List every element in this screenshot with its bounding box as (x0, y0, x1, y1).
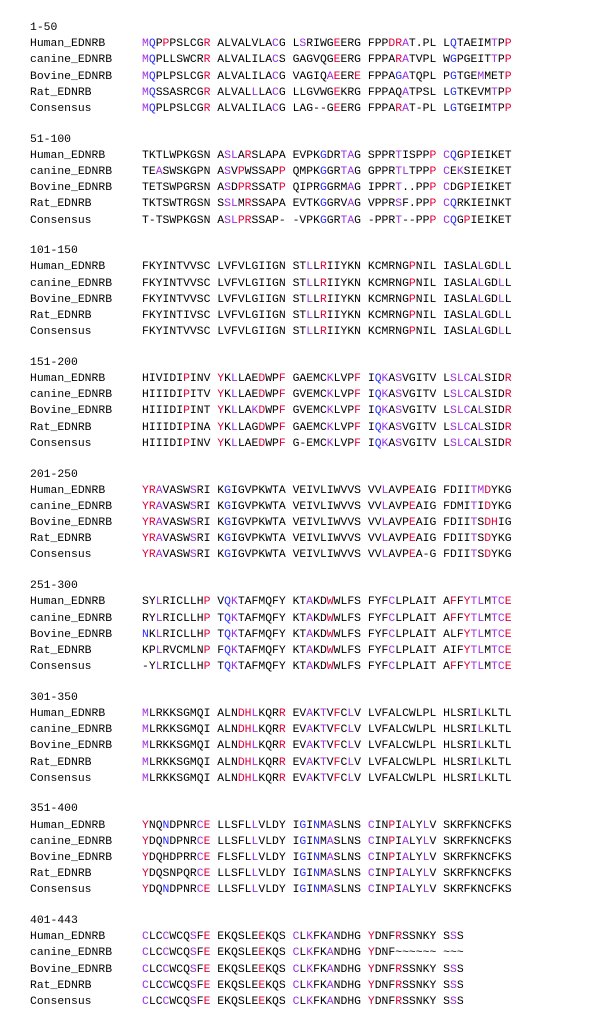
sequence-name: Human_EDNRB (30, 149, 106, 162)
alignment-block (30, 20, 590, 117)
sequence-residues: CLCCWCQSFE EKQSLEEKQS CLKFKANDHG YDNF~~~~~~ ~~~ (142, 947, 464, 960)
sequence-residues: MQPLLSWCRR ALVALILACS GAGVQGEERG FPPARATVPL WGPGEITTPP (142, 54, 512, 67)
sequence-residues: CLCCWCQSFE EKQSLEEKQS CLKFKANDHG YDNFRSSNKY SSS (142, 995, 464, 1008)
alignment-row (30, 866, 590, 882)
sequence-residues: MLRKKSGMQI ALNDHLKQRR EVAKTVFCLV LVFALCWLPL HLSRILKLTL (142, 756, 512, 769)
sequence-residues: MQSSASRCGR ALVALLLACG LLGVWGEKRG FPPAQATPSL LGTKEVMTPP (142, 86, 512, 99)
block-range-label: 101-150 (30, 245, 78, 258)
sequence-residues: FKYINTVVSC LVFVLGIIGN STLLRIIYKN KCMRNGPNIL IASLALGDLL (142, 277, 512, 290)
sequence-name: Human_EDNRB (30, 38, 106, 51)
sequence-residues: MQPLPSLCGR ALVALILACG VAGIQAEERE FPPAGATQPL PGTGEMMETP (142, 70, 512, 83)
sequence-name: Consensus (30, 102, 92, 115)
alignment-block (30, 578, 590, 675)
sequence-name: Rat_EDNRB (30, 756, 92, 769)
sequence-alignment (30, 20, 590, 1025)
alignment-row (30, 818, 590, 834)
alignment-row (30, 164, 590, 180)
alignment-row (30, 594, 590, 610)
sequence-residues: FKYINTVVSC LVFVLGIIGN STLLRIIYKN KCMRNGPNIL IASLALGDLL (142, 261, 512, 274)
sequence-residues: MLRKKSGMQI ALNDHLKQRR EVAKTVFCLV LVFALCWLPL HLSRILKLTL (142, 724, 512, 737)
block-range-label: 51-100 (30, 133, 72, 146)
block-range-label: 151-200 (30, 356, 78, 369)
sequence-residues: FKYINTIVSC LVFVLGIIGN STLLRIIYKN KCMRNGPNIL IASLALGDLL (142, 310, 512, 322)
alignment-row (30, 611, 590, 627)
alignment-row (30, 643, 590, 659)
sequence-name: Rat_EDNRB (30, 198, 92, 211)
sequence-residues: MLRKKSGMQI ALNDHLKQRR EVAKTVFCLV LVFALCWLPL HLSRILKLTL (142, 707, 512, 720)
sequence-name: Rat_EDNRB (30, 310, 92, 322)
sequence-residues: YRAVASWSRI KGIGVPKWTA VEIVLIWVVS VVLAVPEAIG FDMITIDYKG (142, 500, 512, 513)
block-range-label: 201-250 (30, 468, 78, 481)
alignment-row (30, 324, 590, 340)
alignment-row (30, 483, 590, 499)
alignment-row (30, 387, 590, 403)
sequence-name: canine_EDNRB (30, 724, 113, 737)
sequence-name: canine_EDNRB (30, 166, 113, 178)
sequence-name: canine_EDNRB (30, 500, 113, 513)
sequence-name: Rat_EDNRB (30, 533, 92, 546)
sequence-residues: YDQHDPRRCE FLSFLLVLDY IGINMASLNS CINPIALYLV SKRFKNCFKS (142, 851, 512, 864)
alignment-block (30, 690, 590, 787)
alignment-block (30, 355, 590, 452)
sequence-name: Rat_EDNRB (30, 868, 92, 881)
alignment-row (30, 994, 590, 1010)
sequence-name: Consensus (30, 884, 92, 897)
sequence-residues: NKLRICLLHP TQKTAFMQFY KTAKDWWLFS FYFCLPLAIT ALFYTLMTCE (142, 628, 512, 641)
sequence-name: canine_EDNRB (30, 612, 113, 625)
alignment-row (30, 85, 590, 101)
sequence-name: canine_EDNRB (30, 947, 113, 960)
alignment-row (30, 180, 590, 196)
alignment-row (30, 292, 590, 308)
sequence-residues: TKTLWPKGSN ASLARSLAPA EVPKGDRTAG SPPRTISPPP CQGPIEIKET (142, 149, 512, 162)
alignment-row (30, 962, 590, 978)
alignment-row (30, 148, 590, 164)
alignment-row (30, 738, 590, 754)
sequence-name: Consensus (30, 326, 92, 339)
sequence-name: Bovine_EDNRB (30, 182, 113, 195)
alignment-row (30, 771, 590, 787)
alignment-row (30, 834, 590, 850)
sequence-residues: YRAVASWSRI KGIGVPKWTA VEIVLIWVVS VVLAVPEA-G FDIITSDYKG (142, 549, 512, 562)
sequence-name: Rat_EDNRB (30, 86, 92, 99)
sequence-residues: YRAVASWSRI KGIGVPKWTA VEIVLIWVVS VVLAVPEAIG FDIITSDHIG (142, 517, 512, 530)
sequence-residues: T-TSWPKGSN ASLPRSSAP- -VPKGGRTAG -PPRT--PPP CQGPIEIKET (142, 214, 512, 227)
alignment-row (30, 722, 590, 738)
sequence-residues: TETSWPGRSN ASDPRSSATP QIPRGGRMAG IPPRT..PPP CDGPIEIKET (142, 182, 512, 195)
alignment-row (30, 659, 590, 675)
sequence-name: canine_EDNRB (30, 835, 113, 848)
sequence-residues: CLCCWCQSFE EKQSLEEKQS CLKFKANDHG YDNFRSSNKY SSS (142, 931, 464, 944)
sequence-name: canine_EDNRB (30, 389, 113, 402)
alignment-row (30, 627, 590, 643)
sequence-residues: TKTSWTRGSN SSLMRSSAPA EVTKGGRVAG VPPRSF.PPP CQRKIEINKT (142, 198, 512, 211)
alignment-block (30, 467, 590, 564)
sequence-residues: MLRKKSGMQI ALNDHLKQRR EVAKTVFCLV LVFALCWLPL HLSRILKLTL (142, 740, 512, 753)
sequence-residues: FKYINTVVSC LVFVLGIIGN STLLRIIYKN KCMRNGPNIL IASLALGDLL (142, 293, 512, 306)
alignment-block (30, 132, 590, 229)
sequence-name: Rat_EDNRB (30, 979, 92, 992)
sequence-name: Human_EDNRB (30, 931, 106, 944)
alignment-block (30, 913, 590, 1010)
alignment-row (30, 101, 590, 117)
sequence-residues: HIIIDIPINA YKLLAGDWPF GAEMCKLVPF IQKASVGITV LSLCALSIDR (142, 421, 512, 434)
sequence-residues: RYLRICLLHP TQKTAFMQFY KTAKDWWLFS FYFCLPLAIT AFFYTLMTCE (142, 612, 512, 625)
alignment-row (30, 706, 590, 722)
block-range-label: 301-350 (30, 691, 78, 704)
sequence-name: Bovine_EDNRB (30, 293, 113, 306)
sequence-name: Human_EDNRB (30, 596, 106, 609)
sequence-name: Consensus (30, 214, 92, 227)
sequence-residues: TEASWSKGPN ASVPWSSAPP QMPKGGRTAG GPPRTLTPPP CEKSIEIKET (142, 166, 512, 178)
alignment-row (30, 850, 590, 866)
sequence-residues: YDQNDPNRCE LLSFLLVLDY IGINMASLNS CINPIALYLV SKRFKNCFKS (142, 884, 512, 897)
sequence-name: Bovine_EDNRB (30, 70, 113, 83)
sequence-residues: YDQNDPNRCE LLSFLLVLDY IGINMASLNS CINPIALYLV SKRFKNCFKS (142, 835, 512, 848)
sequence-name: Rat_EDNRB (30, 644, 92, 657)
sequence-name: Bovine_EDNRB (30, 628, 113, 641)
block-range-label: 1-50 (30, 22, 58, 34)
alignment-row (30, 52, 590, 68)
sequence-residues: CLCCWCQSFE EKQSLEEKQS CLKFKANDHG YDNFRSSNKY SSS (142, 963, 464, 976)
alignment-row (30, 403, 590, 419)
sequence-name: Human_EDNRB (30, 819, 106, 832)
alignment-block (30, 243, 590, 340)
alignment-row (30, 276, 590, 292)
alignment-row (30, 547, 590, 563)
sequence-name: Consensus (30, 437, 92, 450)
sequence-name: Bovine_EDNRB (30, 851, 113, 864)
alignment-row (30, 371, 590, 387)
alignment-row (30, 929, 590, 945)
sequence-residues: YNQNDPNRCE LLSFLLVLDY IGINMASLNS CINPIALYLV SKRFKNCFKS (142, 819, 512, 832)
sequence-name: Human_EDNRB (30, 373, 106, 386)
sequence-name: Consensus (30, 772, 92, 785)
sequence-residues: CLCCWCQSFE EKQSLEEKQS CLKFKANDHG YDNFRSSNKY SSS (142, 979, 464, 992)
sequence-name: Bovine_EDNRB (30, 405, 113, 418)
sequence-name: Bovine_EDNRB (30, 517, 113, 530)
sequence-name: Consensus (30, 549, 92, 562)
sequence-name: Bovine_EDNRB (30, 740, 113, 753)
block-range-label: 251-300 (30, 580, 78, 593)
alignment-row (30, 259, 590, 275)
alignment-row (30, 978, 590, 994)
sequence-residues: HIIIDIPINV YKLLAEDWPF G-EMCKLVPF IQKASVGITV LSLCALSIDR (142, 437, 512, 450)
alignment-row (30, 945, 590, 961)
sequence-name: Human_EDNRB (30, 261, 106, 274)
sequence-name: Human_EDNRB (30, 484, 106, 497)
sequence-residues: HIIIDIPITV YKLLAEDWPF GVEMCKLVPF IQKASVGITV LSLCALSIDR (142, 389, 512, 402)
sequence-residues: KPLRVCMLNP FQKTAFMQFY KTAKDWWLFS FYFCLPLAIT AIFYTLMTCE (142, 644, 512, 657)
alignment-row (30, 69, 590, 85)
alignment-row (30, 436, 590, 452)
alignment-row (30, 213, 590, 229)
sequence-residues: MQPLPSLCGR ALVALILACG LAG--GEERG FPPARAT-PL LGTGEIMTPP (142, 102, 512, 115)
sequence-name: Bovine_EDNRB (30, 963, 113, 976)
sequence-name: Consensus (30, 661, 92, 674)
alignment-block (30, 801, 590, 898)
alignment-row (30, 515, 590, 531)
sequence-name: Rat_EDNRB (30, 421, 92, 434)
block-range-label: 351-400 (30, 803, 78, 816)
sequence-residues: -YLRICLLHP TQKTAFMQFY KTAKDWWLFS FYFCLPLAIT AFFYTLMTCE (142, 661, 512, 674)
alignment-row (30, 308, 590, 324)
alignment-row (30, 36, 590, 52)
sequence-residues: SYLRICLLHP VQKTAFMQFY KTAKDWWLFS FYFCLPLAIT AFFYTLMTCE (142, 596, 512, 609)
sequence-name: Consensus (30, 995, 92, 1008)
sequence-residues: FKYINTVVSC LVFVLGIIGN STLLRIIYKN KCMRNGPNIL IASLALGDLL (142, 326, 512, 339)
sequence-residues: YDQSNPQRCE LLSFLLVLDY IGINMASLNS CINPIALYLV SKRFKNCFKS (142, 868, 512, 881)
sequence-residues: MQPPPSLCGR ALVALVLACG LSRIWGEERG FPPDRAT.PL LQTAEIMTPP (142, 38, 512, 51)
sequence-name: canine_EDNRB (30, 54, 113, 67)
alignment-row (30, 531, 590, 547)
sequence-residues: MLRKKSGMQI ALNDHLKQRR EVAKTVFCLV LVFALCWLPL HLSRILKLTL (142, 772, 512, 785)
alignment-row (30, 196, 590, 212)
sequence-residues: HIIIDIPINT YKLLAKDWPF GVEMCKLVPF IQKASVGITV LSLCALSIDR (142, 405, 512, 418)
alignment-row (30, 499, 590, 515)
alignment-row (30, 755, 590, 771)
sequence-name: canine_EDNRB (30, 277, 113, 290)
sequence-residues: YRAVASWSRI KGIGVPKWTA VEIVLIWVVS VVLAVPEAIG FDIITMDYKG (142, 484, 512, 497)
sequence-name: Human_EDNRB (30, 707, 106, 720)
sequence-residues: HIVIDIPINV YKLLAEDWPF GAEMCKLVPF IQKASVGITV LSLCALSIDR (142, 373, 512, 386)
block-range-label: 401-443 (30, 915, 78, 927)
alignment-row (30, 882, 590, 898)
alignment-row (30, 420, 590, 436)
sequence-residues: YRAVASWSRI KGIGVPKWTA VEIVLIWVVS VVLAVPEAIG FDIITSDYKG (142, 533, 512, 546)
